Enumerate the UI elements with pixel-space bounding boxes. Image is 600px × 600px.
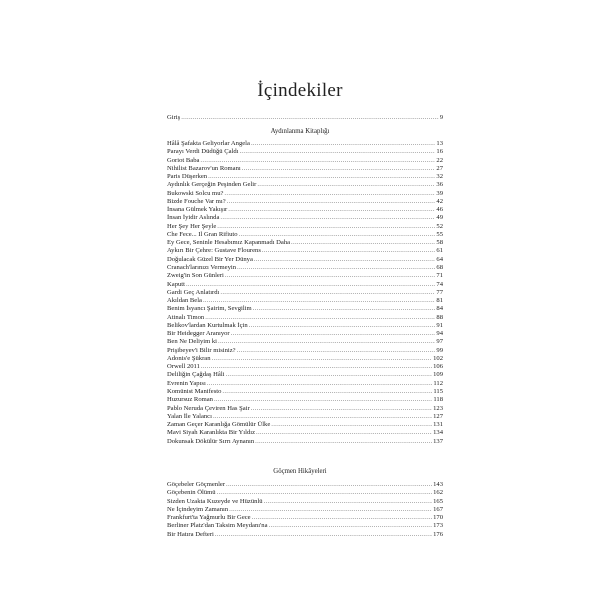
leader-dots <box>228 206 435 214</box>
toc-entry-title: Aykırı Bir Çehre: Gustave Flourens <box>167 247 261 255</box>
leader-dots <box>249 322 436 330</box>
toc-entry-title: İnsan İyidir Aslında <box>167 214 220 222</box>
toc-entry-page: 49 <box>436 214 443 222</box>
leader-dots <box>242 165 436 173</box>
leader-dots <box>255 438 432 446</box>
toc-entry-page: 170 <box>433 514 443 522</box>
toc-entry[interactable] <box>167 190 443 198</box>
toc-entry-page: 22 <box>436 156 443 164</box>
toc-entry-page: 32 <box>436 173 443 181</box>
toc-entry-page: 127 <box>433 412 443 420</box>
toc-entry-title: Göçebeler Göçmenler <box>167 481 226 488</box>
leader-dots <box>214 396 432 404</box>
leader-dots <box>226 481 432 489</box>
toc-entry-page: 58 <box>436 239 443 247</box>
toc-entry[interactable] <box>167 140 443 148</box>
toc-entry[interactable] <box>167 522 443 530</box>
toc-entry-page: 81 <box>436 297 443 305</box>
toc-entry[interactable] <box>167 322 443 330</box>
leader-dots <box>218 338 435 346</box>
toc-entry-page: 39 <box>436 189 443 197</box>
toc-entry-title: Pablo Neruda Çeviren Has Şair <box>167 404 250 412</box>
toc-entry-page: 118 <box>433 396 443 404</box>
toc-entry-page: 88 <box>436 313 443 321</box>
toc-entry-page: 102 <box>433 354 443 362</box>
leader-dots <box>215 531 432 539</box>
toc-entry[interactable] <box>167 338 443 346</box>
toc-entry[interactable] <box>167 281 443 289</box>
toc-entry-title: Ne İçindeyim Zamanın <box>167 505 229 513</box>
toc-entry-page: 131 <box>433 421 443 429</box>
toc-entry[interactable] <box>167 429 443 437</box>
toc-entry[interactable] <box>167 388 443 396</box>
toc-entry-page: 64 <box>436 255 443 263</box>
leader-dots <box>257 181 435 189</box>
toc-entry-title: Adonis'e Şükran <box>167 354 211 362</box>
leader-dots <box>222 388 432 396</box>
toc-entry-title: Orwell 2011 <box>167 363 200 371</box>
toc-entry[interactable] <box>167 272 443 280</box>
toc-entry[interactable] <box>167 231 443 239</box>
leader-dots <box>224 190 435 198</box>
toc-entry-title: Doğulacak Güzel Bir Yer Dünya <box>167 255 253 263</box>
toc-entry[interactable] <box>167 181 443 189</box>
toc-entry-title: Evrenin Yapısı <box>167 379 206 387</box>
toc-entry-title: Paris Düşerken <box>167 173 208 181</box>
leader-dots <box>201 363 432 371</box>
toc-entry[interactable] <box>167 347 443 355</box>
leader-dots <box>256 429 432 437</box>
leader-dots <box>254 256 436 264</box>
toc-entry-page: 36 <box>436 181 443 189</box>
toc-entry[interactable] <box>167 481 443 489</box>
toc-entry[interactable] <box>167 297 443 305</box>
toc-entry-page: 91 <box>436 321 443 329</box>
section-heading-gocmen: Göçmen Hikâyeleri <box>273 468 327 475</box>
toc-entry-title: Göçebenin Ölümü <box>167 489 216 497</box>
toc-entry-title: Huzursuz Roman <box>167 396 213 404</box>
toc-entry-page: 115 <box>433 387 443 395</box>
leader-dots <box>203 297 435 305</box>
toc-entry-title: Gardi Geç Anlatırdı <box>167 288 220 296</box>
section-heading-aydinlanma: Aydınlanma Kitaplığı <box>270 128 330 135</box>
toc-entry-page: 134 <box>433 429 443 437</box>
toc-entry-title: Komünist Manifesto <box>167 387 222 395</box>
toc-entry-page: 97 <box>436 338 443 346</box>
toc-entry-title: Parayı Verdi Düdüğü Çaldı <box>167 148 239 156</box>
toc-entry-title: Belikov'lardan Kurtulmak İçin <box>167 321 248 329</box>
toc-entry-title: Cranach'larınızı Vermeyin <box>167 263 236 271</box>
toc-entry[interactable] <box>167 371 443 379</box>
toc-entry[interactable] <box>167 438 443 446</box>
toc-entry[interactable] <box>167 506 443 514</box>
leader-dots <box>220 289 435 297</box>
leader-dots <box>205 314 435 322</box>
toc-entry[interactable] <box>167 355 443 363</box>
leader-dots <box>186 281 435 289</box>
toc-entry-page: 13 <box>436 140 443 147</box>
toc-entry[interactable] <box>167 363 443 371</box>
toc-entry[interactable] <box>167 173 443 181</box>
toc-entry-title: Nihilist Bazarov'un Romanı <box>167 164 241 172</box>
toc-entry-page: 109 <box>433 371 443 379</box>
toc-entry[interactable] <box>167 305 443 313</box>
toc-entry-title: Bizde Fouche Var mı? <box>167 197 226 205</box>
toc-entry-title: İnsana Gülmek Yakışır <box>167 206 228 214</box>
toc-entry[interactable] <box>167 148 443 156</box>
leader-dots <box>269 522 433 530</box>
toc-entry-page: 167 <box>433 505 443 513</box>
toc-entry-page: 9 <box>439 114 443 121</box>
toc-entry-page: 99 <box>436 346 443 354</box>
leader-dots <box>212 355 433 363</box>
toc-section-gocmen <box>167 481 443 539</box>
toc-entry-page: 162 <box>433 489 443 497</box>
toc-entry-title: Ben Ne Deliyim ki <box>167 338 217 346</box>
leader-dots <box>229 506 432 514</box>
toc-entry-page: 143 <box>433 481 443 488</box>
toc-entry[interactable] <box>167 214 443 222</box>
leader-dots <box>237 264 435 272</box>
leader-dots <box>239 231 436 239</box>
toc-entry[interactable] <box>167 239 443 247</box>
leader-dots <box>225 272 436 280</box>
toc-entry[interactable] <box>167 223 443 231</box>
leader-dots <box>231 330 436 338</box>
toc-entry-title: Goriot Baba <box>167 156 200 164</box>
toc-entry[interactable] <box>167 198 443 206</box>
toc-entry-page: 84 <box>436 305 443 313</box>
leader-dots <box>226 371 433 379</box>
toc-entry-page: 68 <box>436 263 443 271</box>
leader-dots <box>217 489 433 497</box>
leader-dots <box>253 305 436 313</box>
toc-entry-page: 106 <box>433 363 443 371</box>
toc-entry-intro[interactable] <box>167 114 443 122</box>
leader-dots <box>262 247 436 255</box>
toc-entry-title: Bukowski Solcu mu? <box>167 189 224 197</box>
leader-dots <box>251 140 435 148</box>
leader-dots <box>237 347 436 355</box>
leader-dots <box>217 223 435 231</box>
leader-dots <box>208 173 435 181</box>
toc-section-aydinlanma <box>167 140 443 446</box>
toc-entry-page: 165 <box>433 497 443 505</box>
toc-entry[interactable] <box>167 247 443 255</box>
toc-entry-page: 173 <box>433 522 443 530</box>
toc-entry-page: 94 <box>436 330 443 338</box>
toc-entry[interactable] <box>167 405 443 413</box>
toc-entry[interactable] <box>167 157 443 165</box>
toc-entry-title: Ey Gece, Seninle Hesabımız Kapanmadı Daha <box>167 239 291 247</box>
toc-entry-page: 55 <box>436 230 443 238</box>
toc-entry[interactable] <box>167 206 443 214</box>
toc-entry-title: Aydınlık Gerçeğin Peşinden Gelir <box>167 181 257 189</box>
toc-entry-page: 112 <box>433 379 443 387</box>
toc-entry[interactable] <box>167 330 443 338</box>
toc-entry-page: 27 <box>436 164 443 172</box>
toc-entry-title: Deliliğin Çağdaş Hâli <box>167 371 225 379</box>
toc-entry[interactable] <box>167 256 443 264</box>
toc-entry-page: 16 <box>436 148 443 156</box>
toc-entry[interactable] <box>167 413 443 421</box>
leader-dots <box>264 498 433 506</box>
toc-entry[interactable] <box>167 165 443 173</box>
toc-entry-page: 71 <box>436 272 443 280</box>
leader-dots <box>181 114 439 122</box>
toc-intro <box>167 114 443 122</box>
toc-entry-title: Atinalı Timon <box>167 313 205 321</box>
toc-entry-title: Mavi Siyah Karanlıkta Bir Yıldız <box>167 429 256 437</box>
leader-dots <box>227 198 436 206</box>
toc-entry-title: Hâlâ Şafakta Geliyorlar Angela <box>167 140 250 147</box>
toc-entry-title: Benim İsyancı Şairim, Sevgilim <box>167 305 252 313</box>
toc-entry[interactable] <box>167 264 443 272</box>
toc-entry-page: 42 <box>436 197 443 205</box>
leader-dots <box>239 148 435 156</box>
toc-entry-title: Akıldan Bela <box>167 297 202 305</box>
toc-entry[interactable] <box>167 489 443 497</box>
toc-entry-title: Prişibeyev'i Bilir misiniz? <box>167 346 236 354</box>
toc-entry-title: Kaputt <box>167 280 185 288</box>
leader-dots <box>251 405 432 413</box>
toc-entry-title: Che Fece... Il Gran Rifiuto <box>167 230 238 238</box>
toc-entry-page: 61 <box>436 247 443 255</box>
toc-entry-page: 123 <box>433 404 443 412</box>
toc-entry[interactable] <box>167 531 443 539</box>
leader-dots <box>200 157 435 165</box>
toc-entry-title: Berliner Platz'dan Taksim Meydanı'na <box>167 522 268 530</box>
toc-entry-title: Giriş <box>167 114 181 121</box>
toc-entry-title: Zaman Geçer Karanlığa Gömülür Ülke <box>167 421 271 429</box>
toc-entry[interactable] <box>167 380 443 388</box>
toc-entry-title: Zweig'in Son Günleri <box>167 272 224 280</box>
leader-dots <box>220 214 435 222</box>
toc-entry-title: Yalan İle Yalancı <box>167 412 212 420</box>
toc-entry[interactable] <box>167 289 443 297</box>
toc-entry-title: Frankfurt'ta Yağmurlu Bir Gece <box>167 514 251 522</box>
leader-dots <box>291 239 435 247</box>
toc-entry[interactable] <box>167 396 443 404</box>
leader-dots <box>271 421 432 429</box>
toc-entry-title: Her Şey Her Şeyle <box>167 222 217 230</box>
toc-entry-page: 52 <box>436 222 443 230</box>
toc-entry-title: Bir Hatıra Defteri <box>167 530 214 538</box>
toc-entry-page: 176 <box>433 530 443 538</box>
toc-entry-title: Bir Heidegger Aranıyor <box>167 330 230 338</box>
leader-dots <box>213 413 432 421</box>
toc-entry-page: 74 <box>436 280 443 288</box>
page-title: İçindekiler <box>257 80 343 101</box>
toc-entry-page: 77 <box>436 288 443 296</box>
toc-entry-title: Sizden Uzakta Kuzeyde ve Hüzünlü <box>167 497 263 505</box>
toc-entry[interactable] <box>167 421 443 429</box>
toc-entry-page: 137 <box>433 437 443 445</box>
toc-entry[interactable] <box>167 314 443 322</box>
toc-entry-title: Dokunsak Dökülür Sırrı Aynanın <box>167 437 255 445</box>
toc-entry[interactable] <box>167 498 443 506</box>
toc-entry-page: 46 <box>436 206 443 214</box>
leader-dots <box>207 380 433 388</box>
toc-entry[interactable] <box>167 514 443 522</box>
leader-dots <box>252 514 433 522</box>
